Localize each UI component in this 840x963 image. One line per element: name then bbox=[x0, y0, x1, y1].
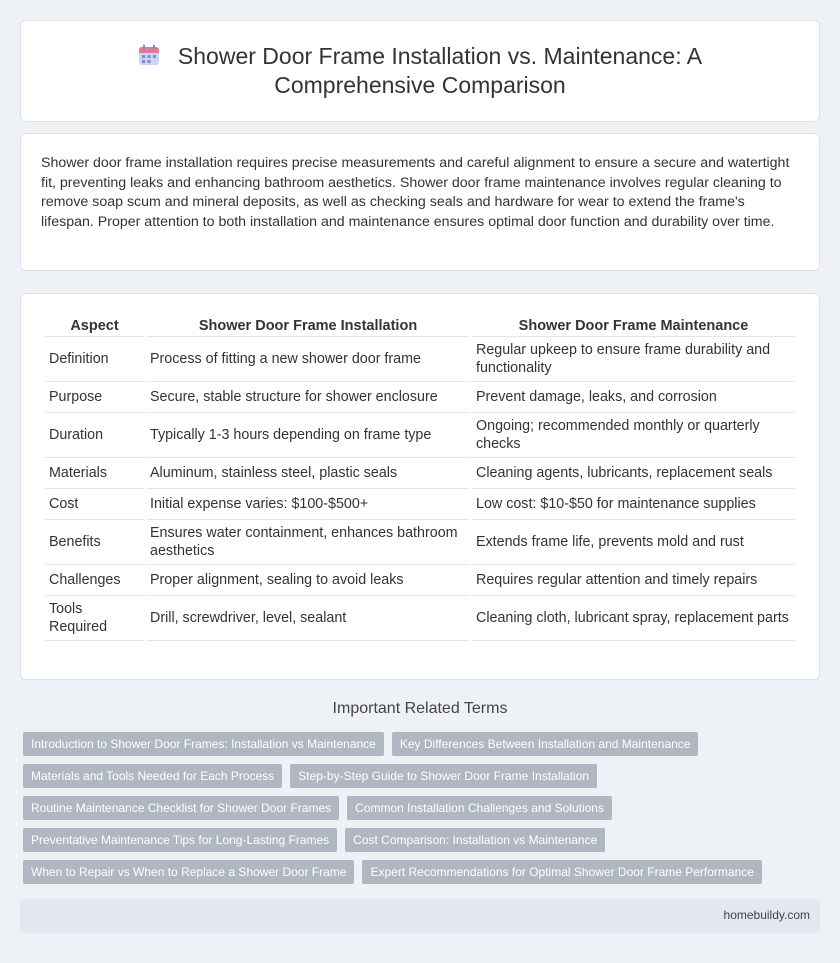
page-title bbox=[138, 42, 702, 100]
related-term-tag[interactable]: Introduction to Shower Door Frames: Installation vs Maintenance bbox=[23, 732, 384, 756]
cell-aspect: Benefits bbox=[45, 520, 144, 565]
table-row bbox=[45, 382, 795, 413]
related-term-tag[interactable]: Common Installation Challenges and Solutions bbox=[347, 796, 612, 820]
cell-installation: Drill, screwdriver, level, sealant bbox=[146, 596, 470, 641]
table-row bbox=[45, 337, 795, 382]
related-term-tag[interactable]: Materials and Tools Needed for Each Process bbox=[23, 764, 282, 788]
footer-bar bbox=[20, 899, 820, 933]
cell-installation: Aluminum, stainless steel, plastic seals bbox=[146, 458, 470, 489]
related-term-tag[interactable]: Step-by-Step Guide to Shower Door Frame Installation bbox=[290, 764, 597, 788]
related-term-tag[interactable]: Key Differences Between Installation and Maintenance bbox=[392, 732, 699, 756]
related-term-tag[interactable]: Preventative Maintenance Tips for Long-Lasting Frames bbox=[23, 828, 337, 852]
cell-aspect: Purpose bbox=[45, 382, 144, 413]
table-header-row bbox=[45, 312, 795, 337]
table-row bbox=[45, 565, 795, 596]
cell-maintenance: Ongoing; recommended monthly or quarterly checks bbox=[472, 413, 795, 458]
cell-aspect: Definition bbox=[45, 337, 144, 382]
table-row bbox=[45, 596, 795, 641]
cell-aspect: Challenges bbox=[45, 565, 144, 596]
table-row bbox=[45, 520, 795, 565]
cell-installation: Proper alignment, sealing to avoid leaks bbox=[146, 565, 470, 596]
cell-maintenance: Regular upkeep to ensure frame durability and functionality bbox=[472, 337, 795, 382]
cell-installation: Ensures water containment, enhances bathroom aesthetics bbox=[146, 520, 470, 565]
cell-installation: Initial expense varies: $100-$500+ bbox=[146, 489, 470, 520]
table-row bbox=[45, 489, 795, 520]
comparison-table-card bbox=[20, 293, 820, 680]
cell-maintenance: Prevent damage, leaks, and corrosion bbox=[472, 382, 795, 413]
header-maintenance: Shower Door Frame Maintenance bbox=[472, 312, 795, 337]
calendar-icon bbox=[138, 44, 160, 66]
comparison-table bbox=[43, 312, 797, 641]
related-terms-heading: Important Related Terms bbox=[332, 700, 508, 717]
title-line-2: Comprehensive Comparison bbox=[274, 72, 566, 98]
intro-card bbox=[20, 133, 820, 271]
cell-aspect: Duration bbox=[45, 413, 144, 458]
intro-paragraph: Shower door frame installation requires precise measurements and careful alignment to ensure a secure and watertight fit, preventing leaks and enhancing bathroom aesthetics. Shower door frame maintenance involves regular cleaning to remove soap scum and mineral deposits, as well as checking seals and hardware for wear to extend the frame's lifespan. Proper attention to both installation and maintenance ensures optimal door function and durability over time. bbox=[41, 155, 790, 230]
header-card bbox=[20, 20, 820, 122]
cell-aspect: Cost bbox=[45, 489, 144, 520]
table-row bbox=[45, 458, 795, 489]
cell-maintenance: Cleaning agents, lubricants, replacement seals bbox=[472, 458, 795, 489]
related-terms-list bbox=[23, 732, 803, 892]
cell-maintenance: Requires regular attention and timely repairs bbox=[472, 565, 795, 596]
related-term-tag[interactable]: Cost Comparison: Installation vs Maintenance bbox=[345, 828, 605, 852]
cell-maintenance: Extends frame life, prevents mold and rust bbox=[472, 520, 795, 565]
cell-installation: Process of fitting a new shower door frame bbox=[146, 337, 470, 382]
cell-installation: Secure, stable structure for shower enclosure bbox=[146, 382, 470, 413]
title-line-1: Shower Door Frame Installation vs. Maintenance: A bbox=[177, 43, 703, 69]
footer-site-link[interactable]: homebuildy.com bbox=[723, 908, 810, 922]
header-installation: Shower Door Frame Installation bbox=[146, 312, 470, 337]
table-row bbox=[45, 413, 795, 458]
cell-aspect: Tools Required bbox=[45, 596, 144, 641]
cell-maintenance: Cleaning cloth, lubricant spray, replacement parts bbox=[472, 596, 795, 641]
header-aspect: Aspect bbox=[45, 312, 144, 337]
cell-installation: Typically 1-3 hours depending on frame type bbox=[146, 413, 470, 458]
related-term-tag[interactable]: Expert Recommendations for Optimal Shower Door Frame Performance bbox=[362, 860, 761, 884]
related-term-tag[interactable]: Routine Maintenance Checklist for Shower Door Frames bbox=[23, 796, 339, 820]
cell-aspect: Materials bbox=[45, 458, 144, 489]
cell-maintenance: Low cost: $10-$50 for maintenance supplies bbox=[472, 489, 795, 520]
related-term-tag[interactable]: When to Repair vs When to Replace a Shower Door Frame bbox=[23, 860, 354, 884]
